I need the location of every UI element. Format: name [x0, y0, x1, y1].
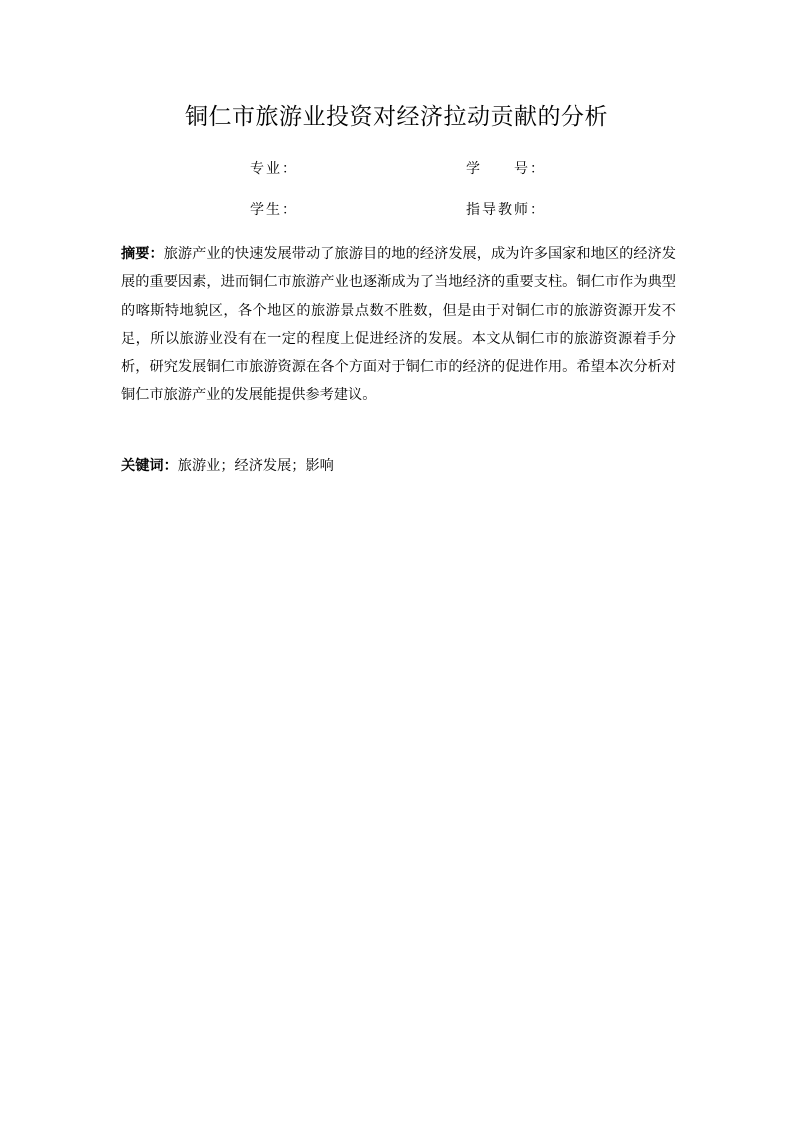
keywords-line — [121, 452, 676, 480]
keywords-text: 旅游业；经济发展；影响 — [177, 458, 334, 474]
page-title: 铜仁市旅游业投资对经济拉动贡献的分析 — [185, 104, 608, 130]
keywords-label: 关键词： — [121, 458, 178, 474]
student-label: 学生： — [250, 202, 298, 218]
advisor-label: 指导教师： — [466, 202, 546, 218]
meta-row-major — [0, 157, 793, 181]
meta-row-student — [0, 198, 793, 222]
abstract-label: 摘要： — [121, 246, 164, 262]
abstract-text: 旅游产业的快速发展带动了旅游目的地的经济发展，成为许多国家和地区的经济发展的重要因素，进而铜仁市旅游产业也逐渐成为了当地经济的重要支柱。铜仁市作为典型的喀斯特地貌区，各个地区的旅游景点数不胜数，但是由于对铜仁市的旅游资源开发不足，所以旅游业没有在一定的程度上促进经济的发展。本文从铜仁市的旅游资源着手分析，研究发展铜仁市旅游资源在各个方面对于铜仁市的经济的促进作用。希望本次分析对铜仁市旅游产业的发展能提供参考建议。 — [121, 246, 676, 404]
student-id-label: 学 号： — [466, 161, 546, 177]
major-label: 专业： — [250, 161, 298, 177]
abstract-paragraph — [121, 240, 676, 410]
